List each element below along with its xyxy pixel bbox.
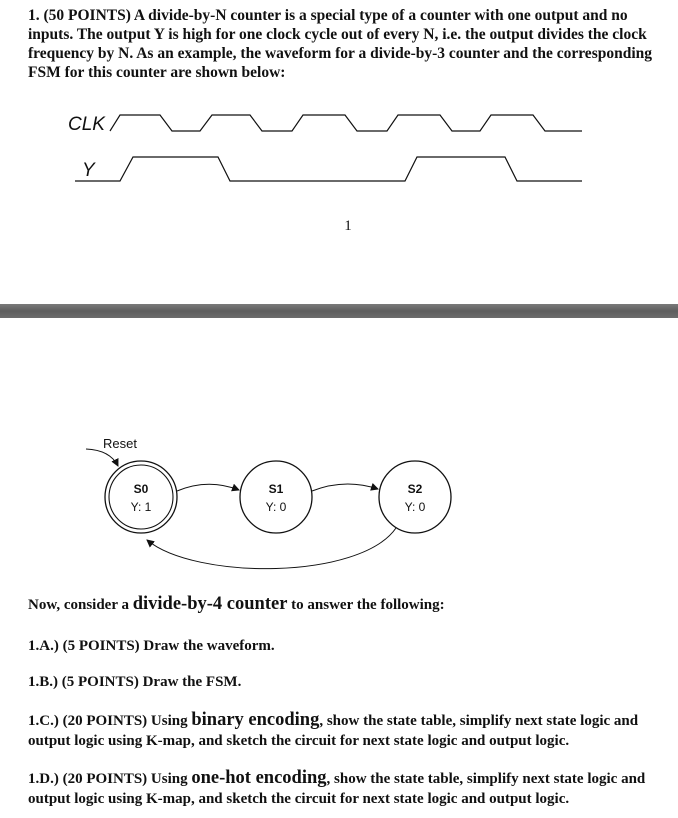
task-1b: 1.B.) (5 POINTS) Draw the FSM. [28, 674, 242, 690]
waveform-diagram [0, 0, 678, 304]
reset-label: Reset [103, 436, 137, 451]
state-s0-output: Y: 1 [130, 500, 152, 514]
consider-pre: Now, consider a [28, 597, 133, 613]
page-number: 1 [344, 218, 352, 234]
task-1d-emphasis: one-hot encoding [191, 768, 327, 788]
consider-statement [28, 594, 668, 615]
consider-emphasis: divide-by-4 counter [132, 594, 288, 614]
transition-s0-s1 [177, 484, 239, 491]
task-1d [28, 768, 668, 809]
task-1c-emphasis: binary encoding [191, 710, 320, 730]
task-1a: 1.A.) (5 POINTS) Draw the waveform. [28, 638, 275, 654]
page-one [0, 0, 678, 304]
task-1d-post: , show the state table, simplify next state logic and output logic using K-map, and sketch the circuit for next state logic and output logic. [28, 771, 646, 807]
reset-arrow [86, 449, 118, 466]
state-s2 [379, 461, 451, 533]
state-s1-name: S1 [268, 482, 284, 496]
consider-post: to answer the following: [287, 597, 445, 613]
task-1c [28, 710, 668, 751]
state-s2-name: S2 [407, 482, 423, 496]
task-1d-pre: 1.D.) (20 POINTS) Using [28, 771, 192, 787]
clk-label: CLK [68, 114, 105, 135]
page-two [0, 318, 678, 818]
state-s1 [240, 461, 312, 533]
state-s0 [105, 461, 177, 533]
y-waveform [75, 157, 582, 181]
state-s1-output: Y: 0 [265, 500, 287, 514]
transition-s1-s2 [312, 484, 378, 491]
transition-s2-s0 [147, 528, 396, 569]
state-s0-name: S0 [133, 482, 149, 496]
clk-waveform [110, 115, 582, 131]
question-intro: 1. (50 POINTS) A divide-by-N counter is a special type of a counter with one output and no inputs. The output Y is high for one clock cycle out of every N, i.e. the output divides the clock frequency by N. As an example, the waveform for a divide-by-3 counter and the corresponding FSM for this counter are shown below: [28, 7, 653, 81]
state-s2-output: Y: 0 [404, 500, 426, 514]
task-1c-pre: 1.C.) (20 POINTS) Using [28, 713, 192, 729]
y-label: Y [82, 160, 95, 181]
fsm-diagram [0, 318, 678, 608]
task-1c-post: , show the state table, simplify next state logic and output logic using K-map, and sketch the circuit for next state logic and output logic. [28, 713, 639, 749]
page-divider [0, 304, 678, 318]
